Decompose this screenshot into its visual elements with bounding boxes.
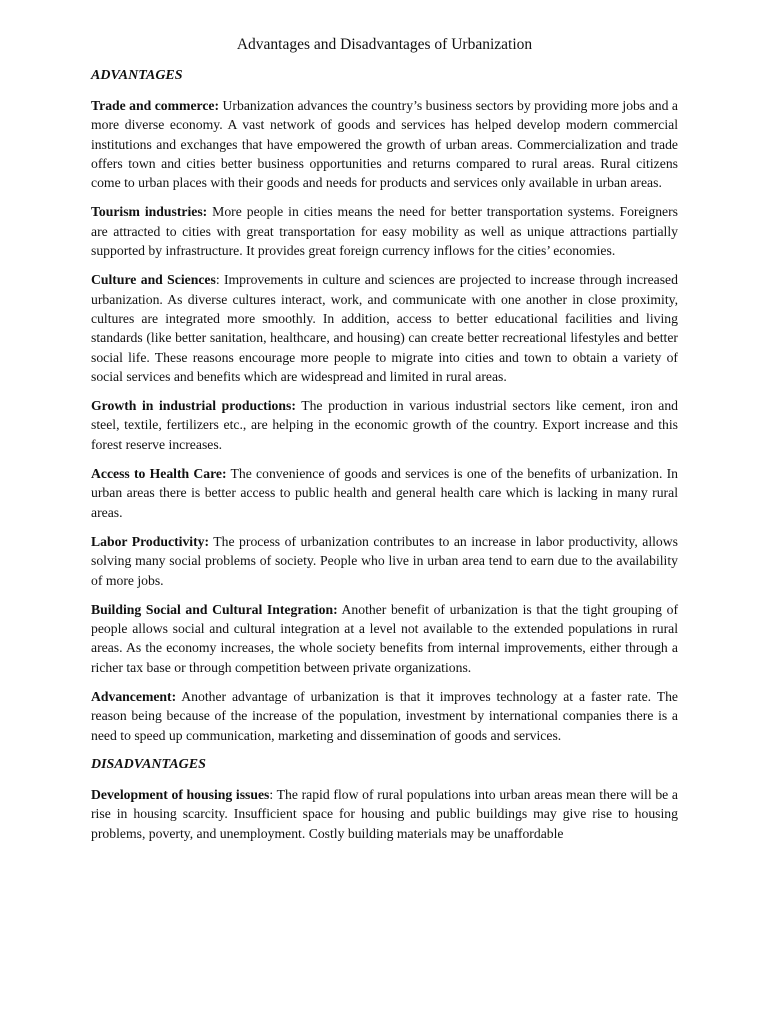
paragraph-text: Urbanization advances the country’s business sectors by providing more jobs and a more diverse economy. A vast network of goods and services has helped develop modern commercial institutions and exchanges that have empowered the growth of urban areas. Commercialization and trade offers town and cities better business opportunities and returns compared to rural areas. Rural citizens come to urban places with their goods and needs for products and services only available in urban areas.: [91, 98, 678, 191]
paragraph-heading: Culture and Sciences: [91, 272, 216, 288]
paragraph-heading: Tourism industries:: [91, 204, 208, 220]
paragraph-heading: Access to Health Care:: [91, 466, 227, 482]
paragraph-heading: Building Social and Cultural Integration:: [91, 601, 338, 617]
document-title: Advantages and Disadvantages of Urbanization: [236, 36, 533, 53]
paragraph-heading: Development of housing issues: [91, 786, 270, 802]
paragraph-text: Another advantage of urbanization is that it improves technology at a faster rate. The reason being because of the increase of the population, investment by international companies there is a need to speed up communication, marketing and dissemination of goods and services.: [91, 689, 678, 743]
paragraph-heading: Growth in industrial productions:: [91, 398, 296, 414]
advantage-paragraph-culture: [91, 270, 678, 386]
paragraph-heading: Labor Productivity:: [91, 533, 210, 549]
advantage-paragraph-industrial: [91, 396, 678, 454]
advantage-paragraph-trade: [91, 96, 678, 192]
disadvantage-paragraph-housing: [91, 785, 678, 843]
paragraph-text: : Improvements in culture and sciences are projected to increase through increased urbanization. As diverse cultures interact, work, and communicate with one another in close proximity, cultures are integrated more smoothly. In addition, access to better educational facilities and living standards (like better sanitation, healthcare, and housing) can create better recreational lifestyles and better social life. These reasons encourage more people to migrate into cities and town to obtain a variety of social services and benefits which are widespread and limited in rural areas.: [91, 272, 678, 384]
paragraph-heading: Trade and commerce:: [91, 98, 220, 113]
paragraph-text: Another benefit of urbanization is that the tight grouping of people allows social and cultural integration at a level not available to the extended populations in rural areas. As the economy increases, the whole society benefits from internal improvements, either through a richer tax base or through competition between private organizations.: [91, 601, 678, 675]
advantage-paragraph-labor: [91, 532, 678, 590]
paragraph-text: The convenience of goods and services is one of the benefits of urbanization. In urban areas there is better access to public health and general health care which is lacking in many rural areas.: [91, 466, 678, 520]
disadvantages-heading: DISADVANTAGES: [91, 756, 206, 772]
advantage-paragraph-tourism: [91, 202, 678, 260]
paragraph-text: The process of urbanization contributes to an increase in labor productivity, allows solving many social problems of society. People who live in urban area tend to earn due to the availability of more jobs.: [91, 533, 678, 588]
advantage-paragraph-integration: [91, 600, 678, 677]
paragraph-heading: Advancement:: [91, 689, 177, 705]
paragraph-text: More people in cities means the need for better transportation systems. Foreigners are attracted to cities with great transportation for easy mobility as well as unique attractions partially supported by infrastructure. It provides great foreign currency inflows for the cities’ economies.: [91, 204, 678, 259]
advantages-heading: ADVANTAGES: [91, 68, 183, 83]
advantage-paragraph-health: [91, 464, 678, 522]
paragraph-text: : The rapid flow of rural populations into urban areas mean there will be a rise in housing scarcity. Insufficient space for housing and public buildings may give rise to housing problems, poverty, and unemployment. Costly building materials may be unaffordable: [91, 786, 678, 841]
document-page: [91, 34, 678, 843]
advantage-paragraph-advancement: [91, 687, 678, 745]
paragraph-text: The production in various industrial sectors like cement, iron and steel, textile, fertilizers etc., are helping in the economic growth of the country. Export increase and this forest reserve increases.: [91, 398, 679, 452]
